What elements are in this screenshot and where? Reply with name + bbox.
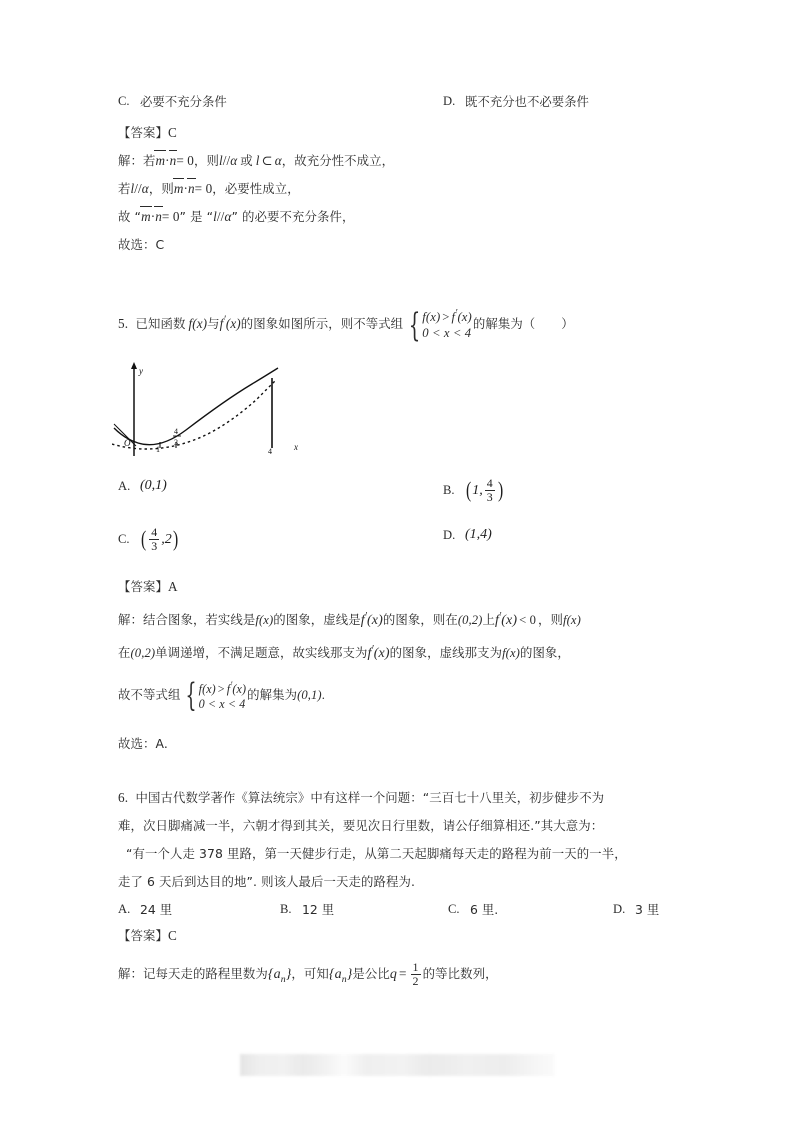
dot-operator: ·	[183, 181, 188, 196]
q6-stem-line-2: 难，次日脚痛减一半，六朝才得到其关，要见次日行里数，请公仔细算相还.”其大意为：	[118, 818, 604, 833]
q5-answer-line	[118, 578, 178, 595]
numerator: 4	[486, 476, 493, 491]
text-fragment: //	[134, 181, 142, 196]
q6-options-row	[118, 900, 753, 918]
q6-answer-tag: 【答案】	[118, 928, 168, 943]
y-axis-label: y	[139, 366, 143, 376]
q5-option-d[interactable]	[443, 527, 492, 543]
q5-option-d-text: (1,4)	[465, 527, 492, 542]
text-fragment: (0,2)	[130, 646, 156, 661]
text-fragment: f	[219, 315, 224, 331]
q6-option-b-text: 12 里	[302, 902, 335, 917]
text-fragment: ” 的必要不充分条件，	[231, 209, 355, 224]
q5-option-a[interactable]	[118, 478, 443, 494]
prime-symbol: ′	[498, 611, 502, 622]
q6-stem-line-1	[118, 789, 604, 806]
text-fragment: l	[213, 209, 217, 224]
text-fragment: f	[360, 613, 365, 629]
origin-label: O	[124, 438, 131, 448]
text-fragment: ，则	[148, 181, 174, 196]
text-fragment: f	[226, 682, 231, 697]
y-axis-arrow	[131, 362, 137, 369]
subscript-n: n	[341, 973, 347, 985]
q6-option-b-label: B.	[280, 901, 292, 916]
q6-stem-line-4: 走了 6 天后到达目的地”. 则该人最后一天走的路程为.	[118, 874, 415, 889]
tick-label-frac-num: 4	[174, 427, 178, 436]
q6-number: 6.	[118, 790, 129, 805]
q6-option-a-text: 24 里	[140, 902, 173, 917]
text-fragment: ，则	[193, 153, 219, 168]
text-fragment: f	[198, 682, 203, 697]
text-fragment: 的图象，	[519, 645, 570, 661]
denominator: 3	[151, 538, 158, 553]
q4-solution-line-2	[118, 180, 300, 197]
text-fragment: 上	[482, 612, 495, 628]
text-fragment: ，故充分性不成立，	[281, 153, 395, 168]
q5-solution-line-4: 故选：A.	[118, 736, 168, 751]
system-row-2: 0 < x < 4	[198, 697, 246, 712]
text-fragment: 故不等式组	[118, 687, 181, 703]
text-fragment: f(x)	[255, 613, 274, 628]
q6-option-a-label: A.	[118, 901, 131, 916]
text-fragment: α	[274, 153, 282, 168]
q6-option-c[interactable]	[448, 900, 613, 918]
text-fragment: 1,	[472, 482, 483, 498]
fraction	[149, 526, 159, 551]
text-fragment: 与	[207, 315, 220, 331]
text-fragment: a	[334, 966, 342, 982]
dot-operator: ·	[150, 209, 156, 224]
text-fragment: 的图象如图所示，则不等式组	[240, 315, 404, 331]
q5-solution-line-1	[118, 608, 581, 629]
text-fragment: ,2	[161, 531, 172, 547]
function-graph-svg	[112, 358, 312, 460]
q4-option-c-text: 必要不充分条件	[140, 94, 227, 109]
q5-option-d-label: D.	[443, 527, 456, 542]
text-fragment: α	[141, 181, 149, 196]
q6-option-d-text: 3 里	[635, 902, 660, 917]
sequence-an	[328, 966, 353, 985]
text-fragment: 单调递增，不满足题意，故实线那支为	[155, 645, 368, 661]
text-fragment: ，则	[538, 612, 563, 628]
text-fragment: = 0	[176, 153, 194, 168]
q6-answer-line	[118, 927, 177, 944]
q5-option-b-label: B.	[443, 483, 455, 498]
text-fragment: 故 “	[118, 209, 142, 224]
q5-option-c-text	[140, 527, 179, 552]
left-brace: {	[185, 677, 198, 714]
text-fragment: 解：结合图象，若实线是	[118, 612, 256, 628]
right-paren: )	[497, 477, 503, 502]
q5-answer-tag: 【答案】	[118, 579, 168, 594]
text-fragment: ，可知	[291, 965, 329, 981]
q6-option-c-label: C.	[448, 901, 460, 916]
numerator: 4	[151, 525, 158, 540]
q6-option-d-label: D.	[613, 901, 626, 916]
left-paren: (	[466, 477, 472, 502]
q5-solution-line-2	[118, 641, 570, 662]
dot-operator: ·	[165, 153, 170, 168]
right-brace: }	[346, 966, 353, 982]
text-fragment: ）	[561, 315, 574, 331]
text-fragment: f	[451, 310, 456, 325]
text-fragment: f	[367, 646, 372, 662]
q5-options-row-2	[118, 527, 753, 552]
text-fragment: f(x)	[502, 646, 520, 661]
sequence-an	[267, 966, 292, 985]
vector-m: m	[173, 181, 184, 196]
text-fragment: (x)	[501, 613, 518, 629]
text-fragment: //	[222, 153, 231, 168]
text-fragment: (x)	[457, 310, 472, 325]
prime-symbol: ′	[371, 644, 374, 655]
denominator: 3	[486, 489, 493, 504]
q5-stem	[118, 305, 574, 345]
text-fragment: a	[273, 966, 281, 982]
left-paren: (	[141, 526, 147, 551]
text-fragment: q	[389, 966, 397, 982]
text-fragment: 是公比	[352, 965, 390, 981]
prime-symbol: ′	[364, 611, 368, 622]
text-fragment: 若	[118, 181, 131, 196]
q5-solution-line-3	[118, 677, 325, 714]
text-fragment: 的解集为	[247, 687, 298, 703]
vector-m: m	[155, 153, 166, 168]
vector-n: n	[169, 153, 177, 168]
text-fragment: f(x)	[562, 613, 581, 628]
text-fragment: = 0	[194, 181, 213, 196]
q6-option-a[interactable]	[118, 900, 280, 918]
text-fragment: (x)	[367, 613, 383, 629]
vector-m: m	[141, 209, 151, 224]
inequality-system	[181, 677, 247, 714]
text-fragment: ，必要性成立，	[212, 181, 300, 196]
q5-option-b[interactable]	[443, 478, 504, 503]
text-fragment: l	[218, 153, 223, 168]
text-fragment: 已知函数	[135, 315, 186, 331]
text-fragment: (x)	[192, 315, 208, 331]
q4-option-d-label: D.	[443, 93, 456, 108]
text-fragment: =	[399, 965, 407, 981]
subset-symbol: ⊂	[261, 153, 273, 168]
tick-label-4: 4	[268, 447, 272, 456]
system-row-1	[422, 308, 472, 326]
q5-option-c[interactable]	[118, 527, 443, 552]
tick-label-1: 1	[156, 445, 160, 454]
text-fragment: = 0	[161, 209, 180, 224]
x-axis-label: x	[294, 442, 298, 452]
text-fragment: 的图象，虚线是	[273, 612, 361, 628]
text-fragment: 解：若	[118, 153, 156, 168]
text-fragment: f	[422, 310, 426, 325]
text-fragment: f	[494, 613, 499, 629]
q4-option-d[interactable]	[443, 92, 589, 110]
text-fragment: 的图象，则在	[382, 612, 458, 628]
q6-option-c-text: 6 里.	[470, 902, 499, 917]
q4-solution-line-4: 故选：C	[118, 237, 165, 252]
text-fragment: (0,2)	[457, 613, 483, 628]
text-fragment: 中国古代数学著作《算法统宗》中有这样一个问题：“三百七十八里关，初步健步不为	[135, 790, 605, 805]
text-fragment: >	[217, 682, 225, 697]
vector-n: n	[155, 209, 162, 224]
text-fragment: α	[230, 153, 238, 168]
q6-option-d[interactable]	[613, 900, 659, 918]
q5-answer-value: A	[167, 579, 178, 594]
text-fragment: l	[255, 153, 260, 168]
text-fragment: 在	[118, 645, 131, 661]
text-fragment: l	[130, 181, 135, 196]
right-paren: )	[172, 526, 178, 551]
q4-answer-tag: 【答案】	[118, 125, 168, 140]
prime-symbol: ′	[223, 314, 226, 326]
system-row-1	[199, 680, 247, 697]
q5-option-b-text	[465, 478, 504, 503]
system-row-2: 0 < x < 4	[422, 326, 472, 341]
q4-solution-line-1	[118, 152, 394, 169]
prime-symbol: ′	[455, 308, 458, 319]
text-fragment: (x)	[425, 310, 441, 325]
q4-answer-line	[118, 124, 177, 141]
text-fragment: 或	[240, 153, 253, 168]
text-fragment: 的等比数列，	[422, 965, 498, 981]
q4-option-c-label: C.	[118, 93, 130, 108]
q4-option-d-text: 既不充分也不必要条件	[465, 94, 589, 109]
text-fragment: (x)	[225, 315, 241, 331]
subscript-n: n	[280, 973, 286, 985]
text-fragment: (x)	[232, 682, 247, 697]
text-fragment: 的解集为（	[472, 315, 536, 331]
left-brace: {	[328, 966, 335, 982]
q5-options-row-1	[118, 478, 753, 503]
text-fragment: ” 是 “	[179, 209, 214, 224]
q4-options-row	[118, 92, 753, 110]
text-fragment: 的图象，虚线那支为	[389, 645, 503, 661]
watermark-bar	[240, 1054, 555, 1076]
text-fragment: >	[442, 310, 450, 325]
q5-option-a-label: A.	[118, 478, 131, 493]
vector-n: n	[187, 181, 195, 196]
q4-answer-value: C	[167, 125, 177, 140]
left-brace: {	[267, 966, 274, 982]
prime-symbol: ′	[230, 680, 233, 691]
q4-option-c[interactable]	[118, 92, 443, 110]
fraction	[485, 477, 495, 502]
tick-label-frac-den: 3	[174, 438, 178, 447]
q5-option-c-label: C.	[118, 532, 130, 547]
text-fragment: f	[188, 315, 193, 331]
text-fragment: (x)	[373, 646, 390, 662]
text-fragment: (x)	[202, 682, 216, 697]
fraction	[411, 961, 421, 986]
denominator: 2	[412, 973, 419, 988]
numerator: 1	[412, 960, 419, 975]
right-brace: }	[285, 966, 292, 982]
left-brace: {	[408, 305, 421, 345]
q5-figure	[112, 358, 312, 460]
q6-answer-value: C	[167, 928, 177, 943]
q5-number: 5.	[118, 315, 129, 331]
q6-stem-line-3: “有一个人走 378 里路，第一天健步行走，从第二天起脚痛每天走的路程为前一天的一半，	[126, 846, 627, 861]
q6-solution-line-1	[118, 962, 498, 988]
dashed-curve-f	[112, 380, 276, 449]
text-fragment: < 0	[519, 613, 536, 628]
solid-curve-fprime	[114, 368, 278, 445]
q6-option-b[interactable]	[280, 900, 448, 918]
text-fragment: .	[321, 688, 325, 703]
text-fragment: //	[216, 209, 225, 224]
q4-solution-line-3	[118, 208, 354, 225]
text-fragment: 解：记每天走的路程里数为	[118, 965, 268, 981]
inequality-system	[404, 305, 472, 345]
text-fragment: α	[224, 209, 232, 224]
text-fragment: (0,1)	[297, 688, 322, 703]
q5-option-a-text: (0,1)	[140, 478, 167, 493]
